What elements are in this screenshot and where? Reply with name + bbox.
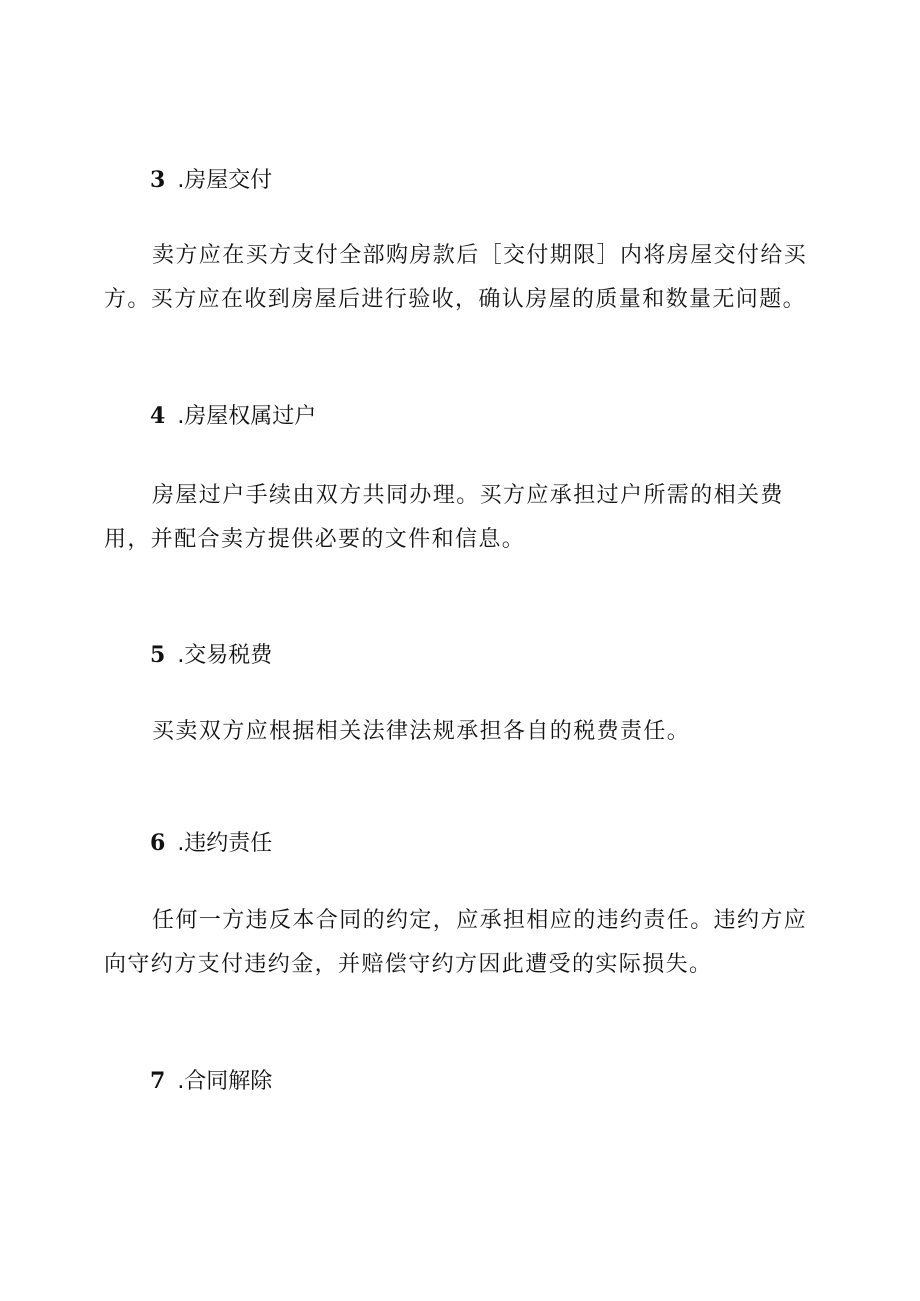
section-number: 5 <box>150 642 166 668</box>
section-body-taxes: 买卖双方应根据相关法律法规承担各自的税费责任。 <box>152 719 691 744</box>
section-heading-taxes <box>150 640 272 671</box>
section-heading-delivery <box>150 165 272 196</box>
section-number: 4 <box>150 403 166 429</box>
section-body-delivery: 卖方应在买方支付全部购房款后［交付期限］内将房屋交付给买方。买方应在收到房屋后进行验收，确认房屋的质量和数量无问题。 <box>104 243 808 312</box>
section-title: .房屋交付 <box>177 168 273 193</box>
section-number: 3 <box>150 167 166 193</box>
section-number: 6 <box>150 830 166 856</box>
section-body-breach: 任何一方违反本合同的约定，应承担相应的违约责任。违约方应向守约方支付违约金，并赔偿守约方因此遭受的实际损失。 <box>104 908 808 977</box>
section-title: .合同解除 <box>177 1069 273 1094</box>
section-body-title-transfer: 房屋过户手续由双方共同办理。买方应承担过户所需的相关费用，并配合卖方提供必要的文件和信息。 <box>104 483 784 552</box>
section-title: .房屋权属过户 <box>177 404 317 429</box>
section-heading-termination <box>150 1066 272 1097</box>
section-heading-title-transfer <box>150 401 316 432</box>
section-title: .交易税费 <box>177 643 273 668</box>
section-number: 7 <box>150 1068 166 1094</box>
section-heading-breach <box>150 828 272 859</box>
section-title: .违约责任 <box>177 831 273 856</box>
